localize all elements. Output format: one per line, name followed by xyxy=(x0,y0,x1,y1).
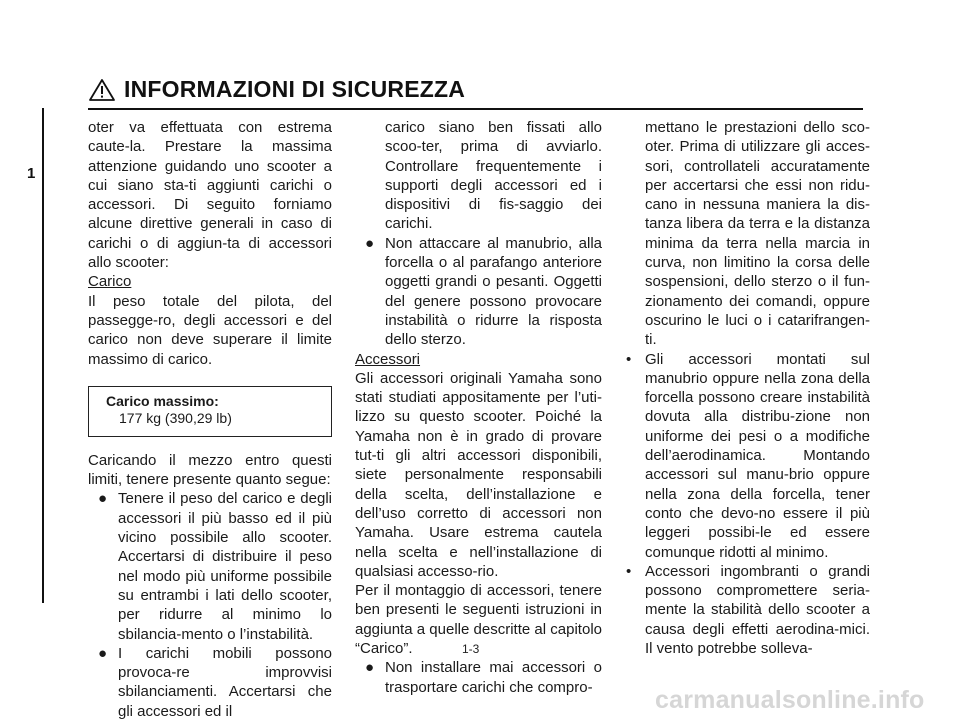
column-3 xyxy=(622,118,870,658)
list-item: • Accessori ingombranti o grandi possono compromettere seria-mente la stabilità dello scooter a causa degli effetti aerodina-mici. Il vento potrebbe solleva- xyxy=(626,562,870,658)
max-load-title: Carico massimo: xyxy=(106,392,219,409)
bullet-dot-icon: ● xyxy=(365,659,375,677)
page-number: 1-3 xyxy=(462,642,480,656)
list-item: ● I carichi mobili possono provoca-re improvvisi sbilanciamenti. Accertarsi che gli accessori ed il xyxy=(98,644,332,720)
col1-text2: Caricando il mezzo entro questi limiti, tenere presente quanto segue: xyxy=(88,451,332,489)
col2-text1: Gli accessori originali Yamaha sono stati studiati appositamente per l’uti-lizzo su questo scooter. Poiché la Yamaha non è in grado di provare tut-ti gli altri accessori disponibili, siete personalmente responsabili della scelta, dell’installazione e dell’uso corretto di accessori non Yamaha. Usare estrema cautela nella scelta e nell’installazione di qualsiasi accesso-rio. xyxy=(355,369,602,580)
page-title: INFORMAZIONI DI SICUREZZA xyxy=(124,76,466,102)
col3-continuation: mettano le prestazioni dello sco-oter. Prima di utilizzare gli acces-sori, controllateli accuratamente per accertarsi che essi non ridu-cano in nessuna maniera la dis-tanza libera da terra e la distanza minima da terra nella marcia in curva, non limitino la corsa delle sospensioni, dello sterzo o il fun-zionamento dei comandi, oppure oscurino le luci o i catarifrangen-ti. xyxy=(645,119,870,349)
header-rule xyxy=(88,108,863,110)
bullet-dot-icon: ● xyxy=(98,490,108,508)
bullet-small-icon: • xyxy=(626,350,632,368)
column-1 xyxy=(88,118,332,721)
bullet-dot-icon: ● xyxy=(365,234,375,252)
chapter-side-rule xyxy=(42,108,44,603)
max-load-box xyxy=(88,386,332,437)
section-header xyxy=(88,76,465,103)
list-item: • Gli accessori montati sul manubrio oppure nella zona della forcella possono creare instabilità dovuta alla distribu-zione non uniforme dei pesi o a modifiche dell’aerodinamica. Montando accessori sul manu-brio oppure nella zona della forcella, tener conto che devo-no essere il più leggeri possibi-le ed essere comunque ridotti al minimo. xyxy=(626,350,870,561)
warning-triangle-icon xyxy=(88,78,116,102)
heading-carico: Carico xyxy=(88,273,132,291)
max-load-value: 177 kg (390,29 lb) xyxy=(119,409,232,426)
heading-accessori: Accessori xyxy=(355,350,421,368)
watermark: carmanualsonline.info xyxy=(655,686,925,714)
list-item: ● Non attaccare al manubrio, alla forcella o al parafango anteriore oggetti grandi o pesanti. Oggetti del genere possono provocare instabilità o ridurre la risposta dello sterzo. xyxy=(365,234,602,349)
list-item: ● Tenere il peso del carico e degli accessori il più basso ed il più vicino possibile allo scooter. Accertarsi di distribuire il peso nel modo più uniforme possibile su entrambi i lati dello scooter, per ridurre al minimo lo sbilancia-mento o l’instabilità. xyxy=(98,490,332,643)
col1-text: Il peso totale del pilota, del passegge-ro, degli accessori e del carico non deve superare il limite massimo di carico. xyxy=(88,292,332,368)
bullet-small-icon: • xyxy=(626,562,632,580)
col2-text2: Per il montaggio di accessori, tenere ben presenti le seguenti istruzioni in aggiunta a quelle descritte al capitolo “Carico”. xyxy=(355,582,602,658)
list-item: ● Non installare mai accessori o trasportare carichi che compro- xyxy=(365,659,602,696)
column-2 xyxy=(355,118,602,697)
col1-intro: oter va effettuata con estrema caute-la. Prestare la massima attenzione guidando uno scooter a cui siano sta-ti aggiunti carichi o accessori. Di seguito forniamo alcune direttive generali in caso di carichi o di aggiun-ta di accessori allo scooter: xyxy=(88,119,332,272)
bullet-dot-icon: ● xyxy=(98,644,108,662)
col2-continuation: carico siano ben fissati allo scoo-ter, prima di avviarlo. Controllare frequentemente i supporti degli accessori ed i dispositivi di fis-saggio dei carichi. xyxy=(385,119,602,233)
chapter-tab: 1 xyxy=(27,165,36,182)
